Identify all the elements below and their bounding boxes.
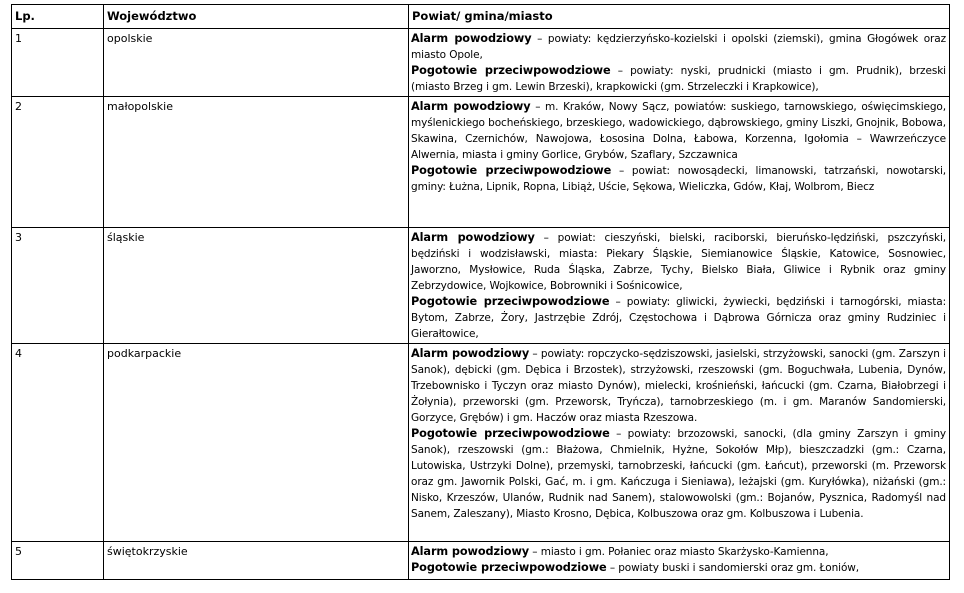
- row-area-description: [409, 344, 950, 542]
- row-lp: 1: [12, 29, 104, 97]
- alarm-label: Alarm powodziowy: [411, 32, 532, 45]
- alarm-label: Alarm powodziowy: [411, 100, 531, 113]
- alarm-paragraph: [411, 31, 946, 63]
- ready-text: – powiaty: brzozowski, sanocki, (dla gminy Zarszyn i gminy Sanok), rzeszowski (gm.: Błażowa, Chmielnik, Hyżne, Sokołów Młp), bieszczadzki (gm.: Czarna, Lutowiska, Ustrzyki Dolne), przemyski, tarnobrzeski, łańcucki (gm. Łańcut), przeworski (m. Przeworsk oraz gm. Jawornik Polski, Gać, m. i gm. Kańczuga i Sieniawa), leżajski (gm. Kuryłówka), niżański (gm.: Nisko, Krzeszów, Ulanów, Rudnik nad Sanem), stalowowolski (gm.: Bojanów, Pysznica, Radomyśl nad Sanem, Zaleszany), Miasto Krosno, Dębica, Kolbuszowa oraz gm. Kolbuszowa i Lubenia.: [411, 428, 947, 520]
- row-lp: 4: [12, 344, 104, 542]
- row-area-description: [409, 97, 950, 228]
- ready-text: – powiat: nowosądecki, limanowski, tatrzański, nowotarski, gminy: Łużna, Lipnik, Ropna, Libiąż, Uście, Sękowa, Wieliczka, Gdów, Kłaj, Wolbrom, Biecz: [411, 165, 947, 193]
- alarm-text: – powiat: cieszyński, bielski, raciborski, bieruńsko-lędziński, pszczyński, będziński i wodzisławski, miasta: Piekary Śląskie, Siemianowice Śląskie, Katowice, Sosnowiec, Jaworzno, Mysłowice, Ruda Śląska, Zabrze, Tychy, Bielsko Biała, Gliwice i Rybnik oraz gminy Zebrzydowice, Wojkowice, Bobrowniki i Sośnicowice,: [411, 232, 946, 292]
- row-area-description: [409, 228, 950, 344]
- row-lp: 2: [12, 97, 104, 228]
- table-row: [12, 228, 950, 344]
- alarm-text: – powiaty: kędzierzyńsko-kozielski i opolski (ziemski), gmina Głogówek oraz miasto Opole,: [411, 33, 946, 61]
- alarm-paragraph: [411, 544, 946, 560]
- header-row: [12, 5, 950, 29]
- flood-alert-table: [11, 4, 950, 580]
- row-voivodeship: małopolskie: [104, 97, 409, 228]
- alarm-text: – powiaty: ropczycko-sędziszowski, jasielski, strzyżowski, sanocki (gm. Zarszyn i Sanok), dębicki (gm. Dębica i Brzostek), strzyżowski, rzeszowski (gm. Boguchwała, Lubenia, Dynów, Trzebownisko i Tyczyn oraz miasto Dynów), mielecki, krośnieński, łańcucki (gm. Czarna, Białobrzegi i Żołynia), przeworski (gm. Przeworsk, Tryńcza), tarnobrzeskiego (m. i gm. Maranów Sandomierski, Gorzyce, Grębów) i gm. Haczów oraz miasta Rzeszowa.: [411, 348, 946, 424]
- alarm-paragraph: [411, 230, 946, 294]
- table-row: [12, 29, 950, 97]
- row-voivodeship: śląskie: [104, 228, 409, 344]
- ready-text: – powiaty: gliwicki, żywiecki, będziński i tarnogórski, miasta: Bytom, Zabrze, Żory, Jastrzębie Zdrój, Częstochowa i Dąbrowa Górnicza oraz gminy Rudziniec i Gierałtowice,: [411, 296, 947, 340]
- ready-paragraph: [411, 63, 946, 95]
- table-row: [12, 542, 950, 580]
- alarm-paragraph: [411, 99, 946, 163]
- alarm-text: – m. Kraków, Nowy Sącz, powiatów: suskiego, tarnowskiego, oświęcimskiego, myślenickiego bocheńskiego, brzeskiego, wadowickiego, dąbrowskiego, gminy Liszki, Gnojnik, Bobowa, Skawina, Czernichów, Nawojowa, Łososina Dolna, Łabowa, Korzenna, Igołomia – Wawrzeńczyce Alwernia, miasta i gminy Gorlice, Grybów, Szaflary, Szczawnica: [411, 101, 946, 161]
- header-lp: Lp.: [12, 5, 104, 29]
- ready-label: Pogotowie przeciwpowodziowe: [411, 295, 610, 308]
- alarm-label: Alarm powodziowy: [411, 231, 535, 244]
- header-voivodeship: Województwo: [104, 5, 409, 29]
- ready-paragraph: [411, 294, 946, 342]
- ready-label: Pogotowie przeciwpowodziowe: [411, 64, 611, 77]
- row-area-description: [409, 29, 950, 97]
- ready-label: Pogotowie przeciwpowodziowe: [411, 164, 612, 177]
- row-area-description: [409, 542, 950, 580]
- ready-label: Pogotowie przeciwpowodziowe: [411, 561, 607, 574]
- table-row: [12, 97, 950, 228]
- row-voivodeship: podkarpackie: [104, 344, 409, 542]
- row-lp: 5: [12, 542, 104, 580]
- row-voivodeship: świętokrzyskie: [104, 542, 409, 580]
- ready-text: – powiaty buski i sandomierski oraz gm. Łoniów,: [606, 562, 860, 574]
- flood-alert-table-container: [11, 4, 950, 580]
- ready-paragraph: [411, 560, 946, 576]
- table-row: [12, 344, 950, 542]
- alarm-text: – miasto i gm. Połaniec oraz miasto Skarżysko-Kamienna,: [529, 546, 829, 558]
- ready-paragraph: [411, 163, 946, 195]
- alarm-label: Alarm powodziowy: [411, 545, 530, 558]
- ready-paragraph: [411, 426, 946, 522]
- ready-label: Pogotowie przeciwpowodziowe: [411, 427, 610, 440]
- alarm-paragraph: [411, 346, 946, 426]
- row-lp: 3: [12, 228, 104, 344]
- row-voivodeship: opolskie: [104, 29, 409, 97]
- ready-text: – powiaty: nyski, prudnicki (miasto i gm. Prudnik), brzeski (miasto Brzeg i gm. Lewin Brzeski), krapkowicki (gm. Strzeleczki i Krapkowice),: [411, 65, 946, 93]
- header-area: Powiat/ gmina/miasto: [409, 5, 950, 29]
- alarm-label: Alarm powodziowy: [411, 347, 530, 360]
